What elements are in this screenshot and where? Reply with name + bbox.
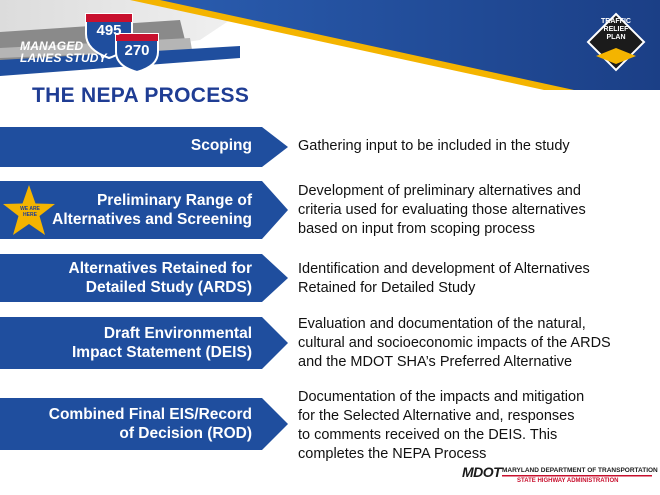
we-are-here-line: WE ARE: [20, 206, 40, 212]
step-preliminary-range: [0, 181, 660, 239]
step-label-line: Scoping: [190, 137, 252, 154]
sha-name: STATE HIGHWAY ADMINISTRATION: [517, 478, 619, 484]
step-label-line: Alternatives Retained for: [68, 260, 252, 277]
mdot-name: MARYLAND DEPARTMENT OF TRANSPORTATION: [502, 467, 658, 474]
step-desc-line: and the MDOT SHA’s Preferred Alternative: [298, 354, 573, 370]
step-desc-line: Documentation of the impacts and mitigation: [298, 389, 585, 405]
step-desc-line: to comments received on the DEIS. This: [298, 427, 558, 443]
we-are-here-line: HERE: [23, 212, 37, 218]
step-desc-line: Gathering input to be included in the study: [298, 138, 570, 154]
step-desc-line: completes the NEPA Process: [298, 446, 487, 462]
step-label-line: Impact Statement (DEIS): [71, 344, 252, 361]
badge-text: [594, 18, 638, 42]
step-desc-line: based on input from scoping process: [298, 221, 535, 237]
shield-495-number: 495: [96, 22, 122, 39]
managed-lanes-logo: [20, 40, 107, 64]
footer-divider: [502, 475, 652, 477]
step-label-line: Alternatives and Screening: [52, 211, 252, 228]
badge-line2: RELIEF PLAN: [603, 26, 629, 41]
badge-line1: TRAFFIC: [601, 18, 631, 25]
logo-line2: LANES STUDY: [20, 51, 107, 65]
header-banner: [0, 0, 660, 90]
step-label: [191, 136, 252, 155]
step-description: [298, 260, 643, 298]
logo-line1: MANAGED: [20, 39, 84, 53]
mdot-mark: MDOT: [462, 464, 502, 480]
page-title: THE NEPA PROCESS: [32, 84, 250, 107]
step-label-line: Preliminary Range of: [96, 192, 252, 209]
mdot-sha-logo: [462, 462, 658, 490]
step-label-line: Combined Final EIS/Record: [48, 406, 252, 423]
step-label-line: of Decision (ROD): [119, 425, 252, 442]
step-description: [298, 182, 643, 239]
step-deis: [0, 317, 660, 369]
step-description: [298, 315, 643, 372]
step-description: [298, 137, 643, 156]
step-desc-line: cultural and socioeconomic impacts of the ARDS: [298, 335, 611, 351]
step-ards: [0, 254, 660, 302]
step-label: [49, 405, 252, 443]
step-scoping: [0, 127, 660, 167]
step-desc-line: Identification and development of Alternatives: [298, 261, 590, 277]
step-desc-line: Evaluation and documentation of the natural,: [298, 316, 586, 332]
step-label: [72, 324, 252, 362]
we-are-here-label: [11, 206, 49, 218]
step-desc-line: for the Selected Alternative and, responses: [298, 408, 575, 424]
step-final-eis-rod: [0, 389, 660, 462]
step-description: [298, 388, 643, 464]
step-desc-line: criteria used for evaluating those alternatives: [298, 202, 586, 218]
step-label-line: Detailed Study (ARDS): [85, 279, 252, 296]
step-label: [69, 259, 252, 297]
shield-270-number: 270: [124, 42, 150, 59]
step-desc-line: Development of preliminary alternatives and: [298, 183, 581, 199]
step-label: [52, 191, 252, 229]
step-desc-line: Retained for Detailed Study: [298, 280, 476, 296]
step-label-line: Draft Environmental: [103, 325, 252, 342]
